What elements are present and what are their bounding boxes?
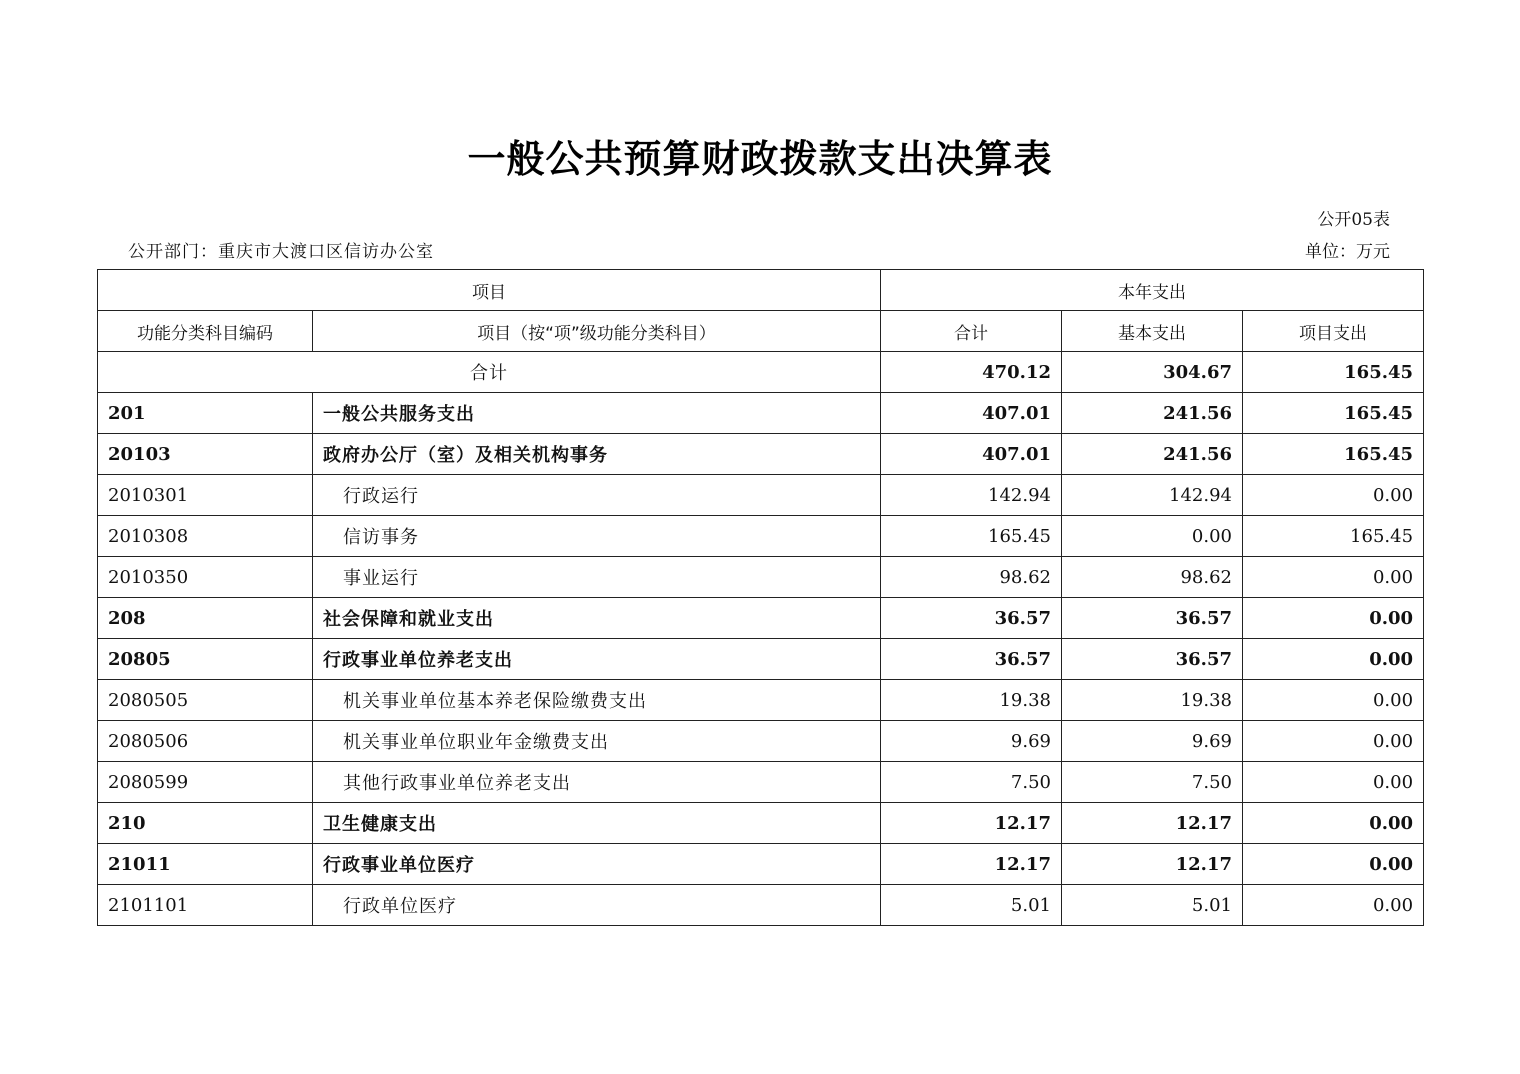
- table-row: [98, 762, 1424, 803]
- row-project: 0.00: [1243, 639, 1424, 680]
- header-item: 项目（按“项”级功能分类科目）: [313, 311, 881, 352]
- row-project: 0.00: [1243, 598, 1424, 639]
- row-name: 卫生健康支出: [313, 803, 881, 844]
- row-total: 5.01: [881, 885, 1062, 926]
- row-name: 行政事业单位医疗: [313, 844, 881, 885]
- row-project: 0.00: [1243, 721, 1424, 762]
- header-project-expense: 项目支出: [1243, 311, 1424, 352]
- row-code: 2010308: [98, 516, 313, 557]
- row-name: 行政运行: [313, 475, 881, 516]
- row-basic: 241.56: [1062, 434, 1243, 475]
- row-basic: 12.17: [1062, 844, 1243, 885]
- row-name: 机关事业单位职业年金缴费支出: [313, 721, 881, 762]
- row-basic: 98.62: [1062, 557, 1243, 598]
- table-row: [98, 393, 1424, 434]
- row-basic: 142.94: [1062, 475, 1243, 516]
- unit-label: 单位：万元: [1305, 242, 1390, 262]
- row-project: 0.00: [1243, 557, 1424, 598]
- row-basic: 0.00: [1062, 516, 1243, 557]
- table-row: [98, 434, 1424, 475]
- row-basic: 19.38: [1062, 680, 1243, 721]
- row-name: 事业运行: [313, 557, 881, 598]
- row-basic: 241.56: [1062, 393, 1243, 434]
- row-total: 142.94: [881, 475, 1062, 516]
- row-project: 0.00: [1243, 844, 1424, 885]
- row-name: 机关事业单位基本养老保险缴费支出: [313, 680, 881, 721]
- row-code: 2080599: [98, 762, 313, 803]
- row-basic: 12.17: [1062, 803, 1243, 844]
- summary-basic: 304.67: [1062, 352, 1243, 393]
- row-project: 0.00: [1243, 680, 1424, 721]
- row-project: 165.45: [1243, 516, 1424, 557]
- row-code: 20805: [98, 639, 313, 680]
- row-name: 其他行政事业单位养老支出: [313, 762, 881, 803]
- row-basic: 5.01: [1062, 885, 1243, 926]
- row-total: 12.17: [881, 844, 1062, 885]
- table-row: [98, 557, 1424, 598]
- table-row: [98, 475, 1424, 516]
- row-project: 0.00: [1243, 803, 1424, 844]
- row-basic: 9.69: [1062, 721, 1243, 762]
- row-total: 36.57: [881, 639, 1062, 680]
- row-basic: 36.57: [1062, 598, 1243, 639]
- row-name: 行政事业单位养老支出: [313, 639, 881, 680]
- table-row: [98, 844, 1424, 885]
- row-code: 2080506: [98, 721, 313, 762]
- summary-label: 合计: [98, 352, 881, 393]
- row-project: 165.45: [1243, 393, 1424, 434]
- row-project: 0.00: [1243, 475, 1424, 516]
- row-total: 19.38: [881, 680, 1062, 721]
- header-row-1: [98, 270, 1424, 311]
- budget-table: [97, 269, 1424, 926]
- row-name: 行政单位医疗: [313, 885, 881, 926]
- table-row: [98, 680, 1424, 721]
- row-name: 社会保障和就业支出: [313, 598, 881, 639]
- summary-total: 470.12: [881, 352, 1062, 393]
- row-code: 210: [98, 803, 313, 844]
- summary-project: 165.45: [1243, 352, 1424, 393]
- department-label: 公开部门：重庆市大渡口区信访办公室: [128, 242, 434, 262]
- row-total: 407.01: [881, 434, 1062, 475]
- row-total: 165.45: [881, 516, 1062, 557]
- row-code: 208: [98, 598, 313, 639]
- row-project: 0.00: [1243, 885, 1424, 926]
- row-total: 7.50: [881, 762, 1062, 803]
- row-basic: 36.57: [1062, 639, 1243, 680]
- header-row-2: [98, 311, 1424, 352]
- header-this-year: 本年支出: [881, 270, 1424, 311]
- page-title: 一般公共预算财政拨款支出决算表: [467, 137, 1053, 181]
- row-project: 165.45: [1243, 434, 1424, 475]
- table-row: [98, 885, 1424, 926]
- summary-row: [98, 352, 1424, 393]
- row-code: 201: [98, 393, 313, 434]
- row-name: 一般公共服务支出: [313, 393, 881, 434]
- table-row: [98, 639, 1424, 680]
- row-total: 407.01: [881, 393, 1062, 434]
- table-row: [98, 598, 1424, 639]
- row-name: 信访事务: [313, 516, 881, 557]
- row-code: 2101101: [98, 885, 313, 926]
- row-total: 12.17: [881, 803, 1062, 844]
- header-project: 项目: [98, 270, 881, 311]
- header-code: 功能分类科目编码: [98, 311, 313, 352]
- row-total: 9.69: [881, 721, 1062, 762]
- row-total: 36.57: [881, 598, 1062, 639]
- row-name: 政府办公厅（室）及相关机构事务: [313, 434, 881, 475]
- row-basic: 7.50: [1062, 762, 1243, 803]
- row-total: 98.62: [881, 557, 1062, 598]
- table-row: [98, 516, 1424, 557]
- row-code: 21011: [98, 844, 313, 885]
- header-basic: 基本支出: [1062, 311, 1243, 352]
- row-code: 2080505: [98, 680, 313, 721]
- table-row: [98, 803, 1424, 844]
- row-code: 2010301: [98, 475, 313, 516]
- table-number: 公开05表: [1317, 210, 1390, 230]
- table-row: [98, 721, 1424, 762]
- row-code: 20103: [98, 434, 313, 475]
- header-total: 合计: [881, 311, 1062, 352]
- row-code: 2010350: [98, 557, 313, 598]
- row-project: 0.00: [1243, 762, 1424, 803]
